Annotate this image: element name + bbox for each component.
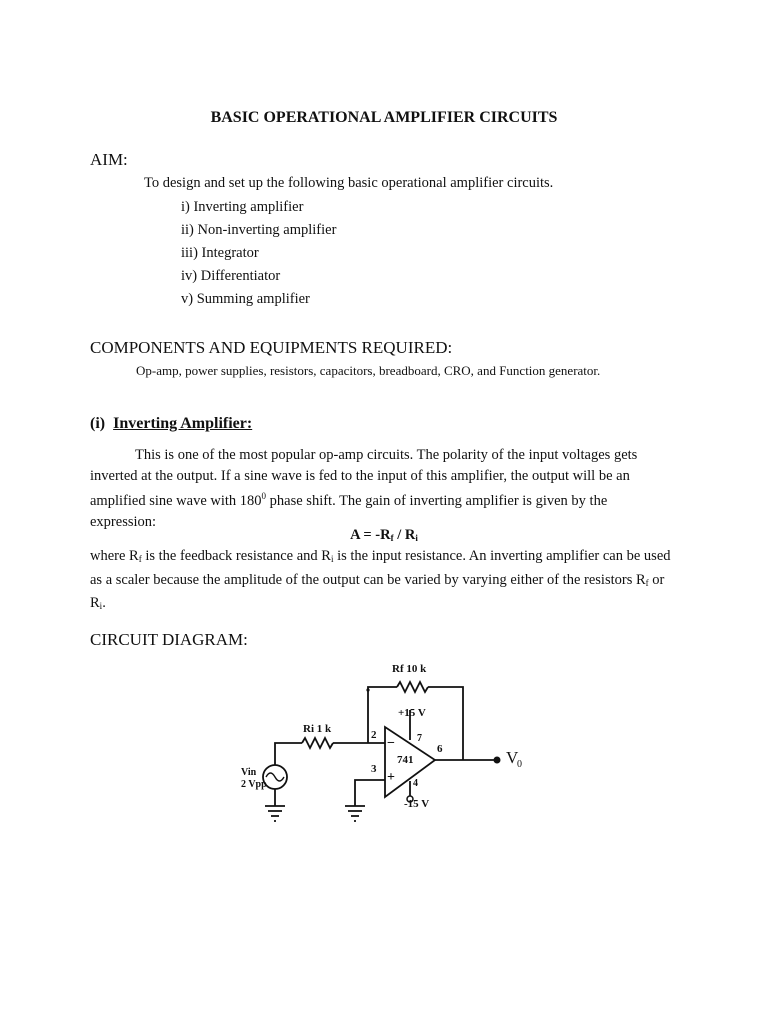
minus-sign: − bbox=[387, 736, 395, 751]
ri-resistor-icon bbox=[302, 738, 333, 748]
vout-subscript: 0 bbox=[517, 759, 522, 770]
formula-subscript: i bbox=[415, 533, 418, 543]
aim-item: ii) Non-inverting amplifier bbox=[181, 222, 337, 238]
ground-icon bbox=[265, 806, 285, 821]
paragraph-text: or R bbox=[90, 571, 665, 611]
aim-item: i) Inverting amplifier bbox=[181, 199, 304, 215]
vin-label: Vin bbox=[241, 767, 257, 778]
section-number: (i) bbox=[90, 415, 106, 432]
subscript: i bbox=[99, 601, 103, 611]
paragraph-text: is the input resistance. An inverting amplifier can be used as a scaler because the amplitude of the output can be varied by varying either of the resistors R bbox=[90, 548, 671, 588]
subscript: f bbox=[645, 577, 649, 588]
formula-text: A = -R bbox=[350, 527, 391, 543]
circuit-heading: CIRCUIT DIAGRAM: bbox=[90, 630, 248, 649]
subscript: f bbox=[138, 554, 142, 564]
paragraph-text: phase shift. The gain of inverting amplifier is given by the expression: bbox=[90, 493, 608, 530]
rf-label: Rf 10 k bbox=[392, 663, 427, 675]
components-text: Op-amp, power supplies, resistors, capacitors, breadboard, CRO, and Function generator. bbox=[136, 363, 601, 378]
pin-6-label: 6 bbox=[437, 743, 443, 755]
vplus-label: +15 V bbox=[398, 707, 426, 719]
page-title: BASIC OPERATIONAL AMPLIFIER CIRCUITS bbox=[210, 109, 558, 126]
vminus-label: -15 V bbox=[404, 798, 430, 810]
vout-label: V bbox=[506, 748, 519, 767]
output-terminal-icon bbox=[494, 757, 501, 764]
components-heading: COMPONENTS AND EQUIPMENTS REQUIRED: bbox=[90, 338, 453, 357]
aim-item: iii) Integrator bbox=[181, 245, 259, 261]
aim-heading: AIM: bbox=[90, 150, 128, 169]
section-title: Inverting Amplifier: bbox=[113, 415, 253, 432]
formula-subscript: f bbox=[390, 533, 394, 543]
vin-value: 2 Vpp bbox=[241, 779, 267, 790]
pin-7-label: 7 bbox=[417, 733, 422, 744]
ground-icon bbox=[345, 806, 365, 821]
paragraph-text: . bbox=[102, 595, 106, 611]
pin-4-label: 4 bbox=[413, 778, 418, 789]
ri-label: Ri 1 k bbox=[303, 723, 332, 735]
plus-sign: + bbox=[387, 770, 395, 785]
chip-label: 741 bbox=[397, 754, 414, 766]
rf-resistor-icon bbox=[397, 682, 428, 692]
pin-2-label: 2 bbox=[371, 729, 377, 741]
paragraph-text: where R bbox=[90, 548, 139, 564]
aim-item: iv) Differentiator bbox=[181, 268, 281, 284]
aim-item: v) Summing amplifier bbox=[181, 291, 310, 307]
degree-superscript: 0 bbox=[261, 491, 267, 501]
pin-3-label: 3 bbox=[371, 763, 377, 775]
aim-intro: To design and set up the following basic operational amplifier circuits. bbox=[144, 175, 554, 191]
paragraph-text: is the feedback resistance and R bbox=[141, 548, 331, 564]
formula-text: / R bbox=[393, 527, 416, 543]
paragraph-text: This is one of the most popular op-amp circuits. The polarity of the input voltages gets inverted at the output. If a sine wave is fed to the input of this amplifier, the output will be an amplified sine wave with 180 bbox=[90, 447, 638, 509]
subscript: i bbox=[330, 554, 334, 564]
